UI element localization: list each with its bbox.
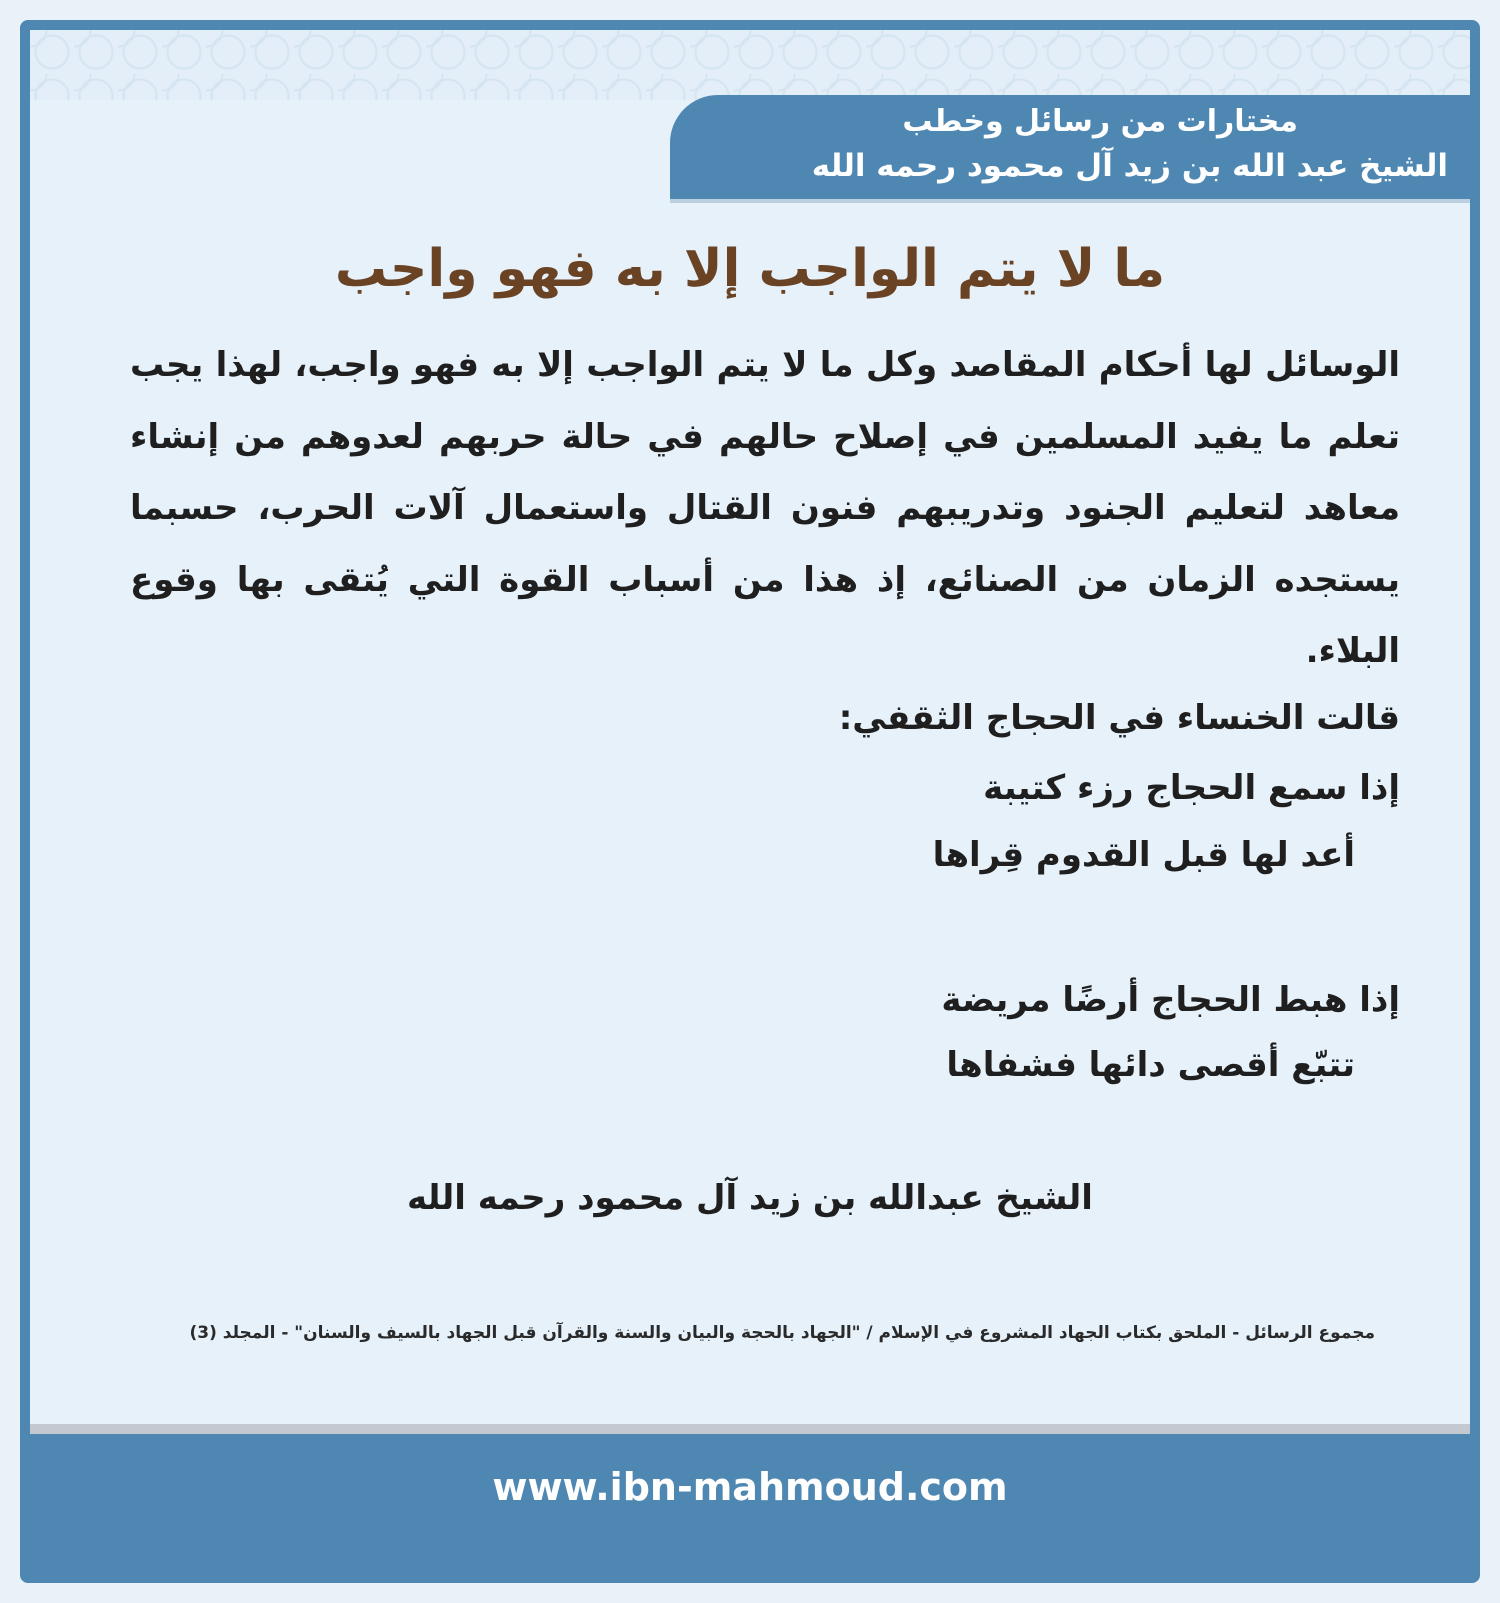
series-header — [670, 95, 1470, 199]
poem-verse: تتبّع أقصى دائها فشفاها — [946, 1045, 1355, 1085]
article-body: الوسائل لها أحكام المقاصد وكل ما لا يتم الواجب إلا به فهو واجب، لهذا يجب تعلم ما يفيد المسلمين في إصلاح حالهم في حالة حربهم لعدوهم من إنشاء معاهد لتعليم الجنود وتدريبهم فنون القتال واستعمال آلات الحرب، حسبما يستجده الزمان من الصنائع، إذ هذا من أسباب القوة التي يُتقى بها وقوع البلاء. — [130, 345, 1400, 671]
article-title: ما لا يتم الواجب إلا به فهو واجب — [334, 239, 1166, 299]
website-link[interactable]: www.ibn-mahmoud.com — [492, 1465, 1008, 1509]
poem-intro: قالت الخنساء في الحجاج الثقفي: — [838, 698, 1400, 738]
series-author: الشيخ عبد الله بن زيد آل محمود رحمه الله — [811, 148, 1448, 184]
footer-bar — [30, 1434, 1470, 1573]
footer-divider — [30, 1424, 1470, 1434]
page-frame — [20, 20, 1480, 1583]
decorative-pattern — [30, 30, 1470, 100]
source-citation: مجموع الرسائل - الملحق بكتاب الجهاد المشروع في الإسلام / "الجهاد بالحجة والبيان والسنة والقرآن قبل الجهاد بالسيف والسنان" - المجلد (3) — [189, 1323, 1375, 1343]
poem-verse: أعد لها قبل القدوم قِراها — [932, 835, 1355, 875]
poem-verse: إذا سمع الحجاج رزء كتيبة — [983, 768, 1400, 808]
series-title: مختارات من رسائل وخطب — [902, 104, 1298, 139]
author-signature: الشيخ عبدالله بن زيد آل محمود رحمه الله — [407, 1178, 1093, 1218]
poem-verse: إذا هبط الحجاج أرضًا مريضة — [941, 980, 1400, 1020]
